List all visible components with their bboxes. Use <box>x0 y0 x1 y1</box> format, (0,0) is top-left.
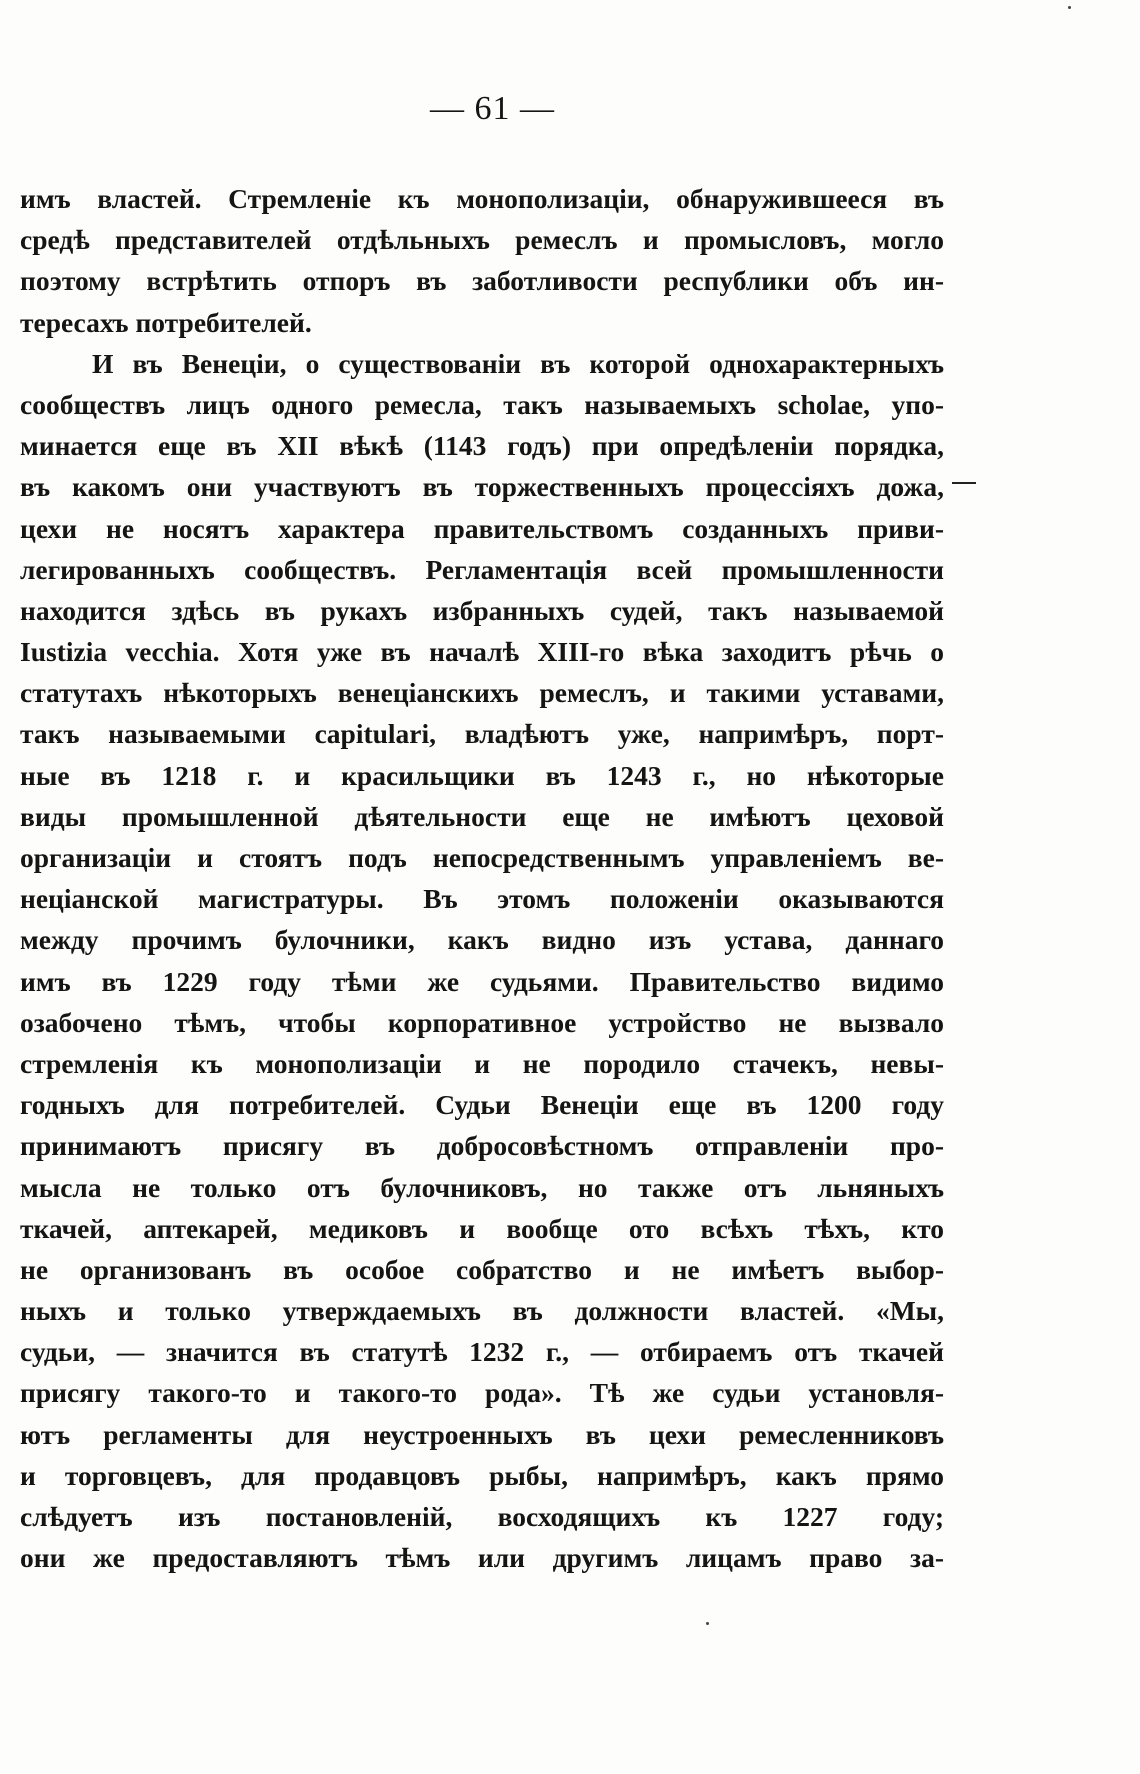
body-text <box>20 178 944 1578</box>
text-line: въ какомъ они участвуютъ въ торжественныхъ процессіяхъ дожа, <box>20 471 944 503</box>
text-line: они же предоставляютъ тѣмъ или другимъ лицамъ право за- <box>20 1542 944 1574</box>
text-line: И въ Венеціи, о существованіи въ которой однохарактерныхъ <box>92 347 944 379</box>
text-line: имъ въ 1229 году тѣми же судьями. Правительство видимо <box>20 965 944 997</box>
text-line: ные въ 1218 г. и красильщики въ 1243 г., но нѣкоторые <box>20 759 944 791</box>
text-line: неціанской магистратуры. Въ этомъ положеніи оказываются <box>20 883 944 915</box>
text-line: сообществъ лицъ одного ремесла, такъ называемыхъ scholae, упо- <box>20 388 944 420</box>
text-line: судьи, — значится въ статутѣ 1232 г., — отбираемъ отъ ткачей <box>20 1336 944 1368</box>
text-line: ныхъ и только утверждаемыхъ въ должности властей. «Мы, <box>20 1295 944 1327</box>
text-line: ткачей, аптекарей, медиковъ и вообще ото всѣхъ тѣхъ, кто <box>20 1212 944 1244</box>
scan-speck <box>1068 6 1071 9</box>
text-line: Iustizia vecchia. Хотя уже въ началѣ XIII-го вѣка заходитъ рѣчь о <box>20 636 944 668</box>
text-line: принимаютъ присягу въ добросовѣстномъ отправленіи про- <box>20 1130 944 1162</box>
margin-dash-mark <box>952 482 976 484</box>
text-line: озабочено тѣмъ, чтобы корпоративное устройство не вызвало <box>20 1006 944 1038</box>
text-line: цехи не носятъ характера правительствомъ созданныхъ приви- <box>20 512 944 544</box>
scan-speck <box>706 1622 709 1625</box>
text-line: минается еще въ XII вѣкѣ (1143 годъ) при опредѣленіи порядка, <box>20 430 944 462</box>
text-line: между прочимъ булочники, какъ видно изъ устава, даннаго <box>20 924 944 956</box>
text-line: присягу такого-то и такого-то рода». Тѣ же судьи установля- <box>20 1377 944 1409</box>
text-line: стремленія къ монополизаціи и не породило стачекъ, невы- <box>20 1047 944 1079</box>
text-line: средѣ представителей отдѣльныхъ ремеслъ и промысловъ, могло <box>20 224 944 256</box>
text-line: поэтому встрѣтить отпоръ въ заботливости республики объ ин- <box>20 265 944 297</box>
text-line: слѣдуетъ изъ постановленій, восходящихъ къ 1227 году; <box>20 1501 944 1532</box>
text-line: ютъ регламенты для неустроенныхъ въ цехи ремесленниковъ <box>20 1418 944 1450</box>
text-line: и торговцевъ, для продавцовъ рыбы, напримѣръ, какъ прямо <box>20 1459 944 1491</box>
text-line: такъ называемыми capitulari, владѣютъ уже, напримѣръ, порт- <box>20 718 944 750</box>
text-line: находится здѣсь въ рукахъ избранныхъ судей, такъ называемой <box>20 594 944 626</box>
text-line: виды промышленной дѣятельности еще не имѣютъ цеховой <box>20 800 944 832</box>
text-line: годныхъ для потребителей. Судьи Венеціи еще въ 1200 году <box>20 1089 944 1121</box>
page-number: — 61 — <box>430 90 555 127</box>
text-line: организаціи и стоятъ подъ непосредственнымъ управленіемъ ве- <box>20 842 944 873</box>
text-line: легированныхъ сообществъ. Регламентація всей промышленности <box>20 553 944 585</box>
text-line: не организованъ въ особое собратство и не имѣетъ выбор- <box>20 1253 944 1285</box>
text-line: тересахъ потребителей. <box>20 306 312 338</box>
text-line: имъ властей. Стремленіе къ монополизаціи, обнаружившееся въ <box>20 183 944 214</box>
text-line: статутахъ нѣкоторыхъ венеціанскихъ ремеслъ, и такими уставами, <box>20 677 944 709</box>
text-line: мысла не только отъ булочниковъ, но также отъ льняныхъ <box>20 1171 944 1203</box>
